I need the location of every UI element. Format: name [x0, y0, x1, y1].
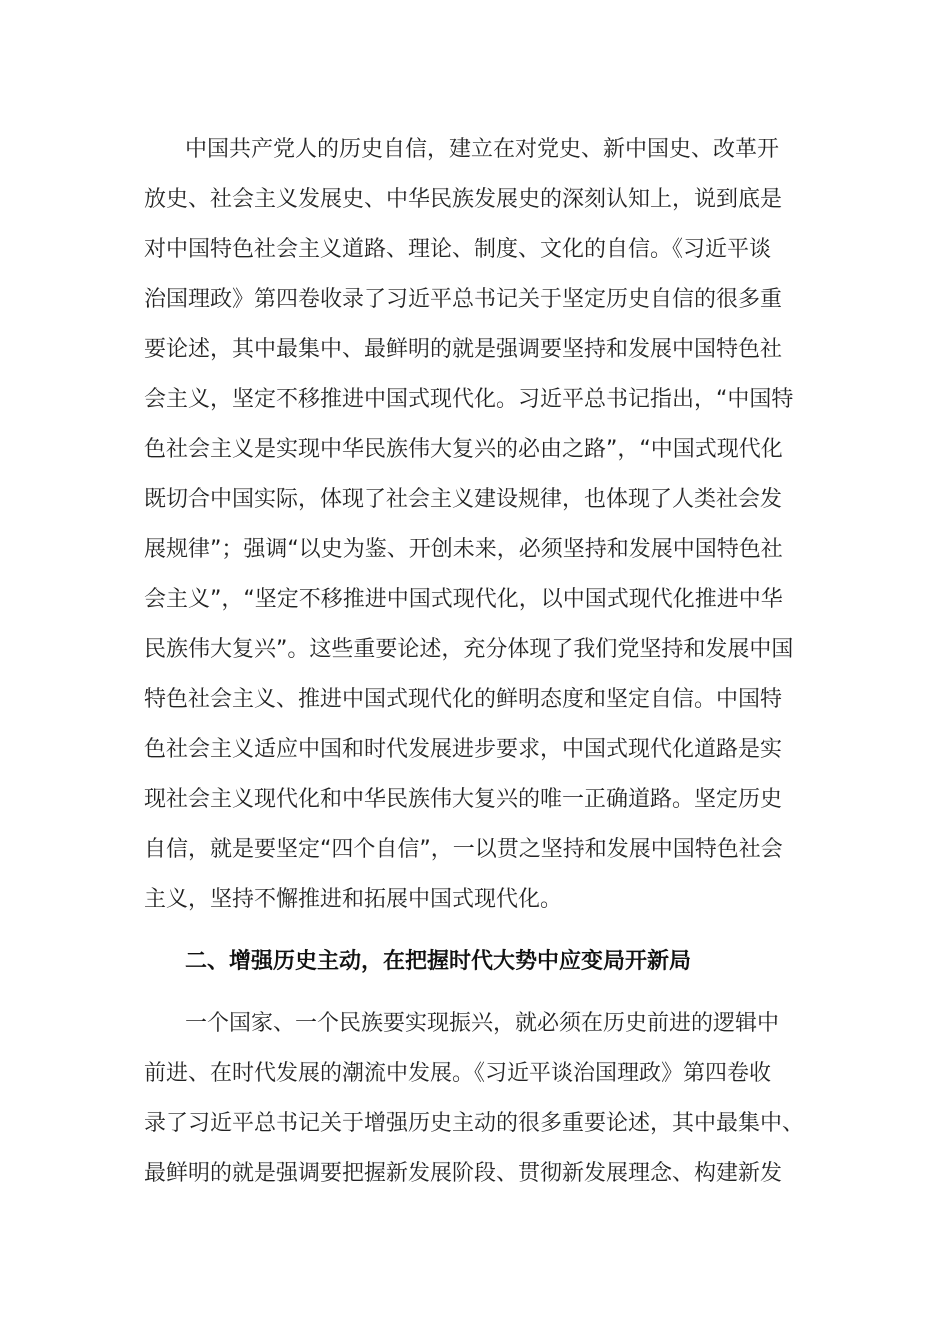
paragraph-line: 主义，坚持不懈推进和拓展中国式现代化。 [144, 887, 563, 912]
paragraph-line: 中国共产党人的历史自信，建立在对党史、新中国史、改革开 [185, 137, 780, 162]
document-body [144, 125, 807, 1199]
paragraph-line: 色社会主义是实现中华民族伟大复兴的必由之路”，“中国式现代化 [144, 437, 783, 462]
paragraph-line: 要论述，其中最集中、最鲜明的就是强调要坚持和发展中国特色社 [144, 337, 783, 362]
paragraph-line: 展规律”；强调“以史为鉴、开创未来，必须坚持和发展中国特色社 [144, 537, 783, 562]
paragraph-line: 放史、社会主义发展史、中华民族发展史的深刻认知上，说到底是 [144, 187, 783, 212]
paragraph-line: 特色社会主义、推进中国式现代化的鲜明态度和坚定自信。中国特 [144, 687, 783, 712]
paragraph-line: 自信，就是要坚定“四个自信”，一以贯之坚持和发展中国特色社会 [144, 837, 783, 862]
section-heading: 二、增强历史主动，在把握时代大势中应变局开新局 [185, 949, 692, 974]
paragraph-historical-confidence [144, 125, 807, 925]
paragraph-line: 色社会主义适应中国和时代发展进步要求，中国式现代化道路是实 [144, 737, 783, 762]
paragraph-line: 录了习近平总书记关于增强历史主动的很多重要论述，其中最集中、 [144, 1111, 805, 1136]
paragraph-line: 最鲜明的就是强调要把握新发展阶段、贯彻新发展理念、构建新发 [144, 1161, 783, 1186]
paragraph-line: 前进、在时代发展的潮流中发展。《习近平谈治国理政》第四卷收 [144, 1061, 772, 1086]
paragraph-line: 一个国家、一个民族要实现振兴，就必须在历史前进的逻辑中 [185, 1011, 780, 1036]
paragraph-line: 民族伟大复兴”。这些重要论述，充分体现了我们党坚持和发展中国 [144, 637, 794, 662]
paragraph-line: 会主义”，“坚定不移推进中国式现代化，以中国式现代化推进中华 [144, 587, 783, 612]
paragraph-line: 治国理政》第四卷收录了习近平总书记关于坚定历史自信的很多重 [144, 287, 783, 312]
paragraph-historical-initiative [144, 999, 807, 1199]
paragraph-line: 会主义，坚定不移推进中国式现代化。习近平总书记指出，“中国特 [144, 387, 794, 412]
paragraph-line: 既切合中国实际，体现了社会主义建设规律，也体现了人类社会发 [144, 487, 783, 512]
paragraph-line: 现社会主义现代化和中华民族伟大复兴的唯一正确道路。坚定历史 [144, 787, 783, 812]
paragraph-line: 对中国特色社会主义道路、理论、制度、文化的自信。《习近平谈 [144, 237, 772, 262]
